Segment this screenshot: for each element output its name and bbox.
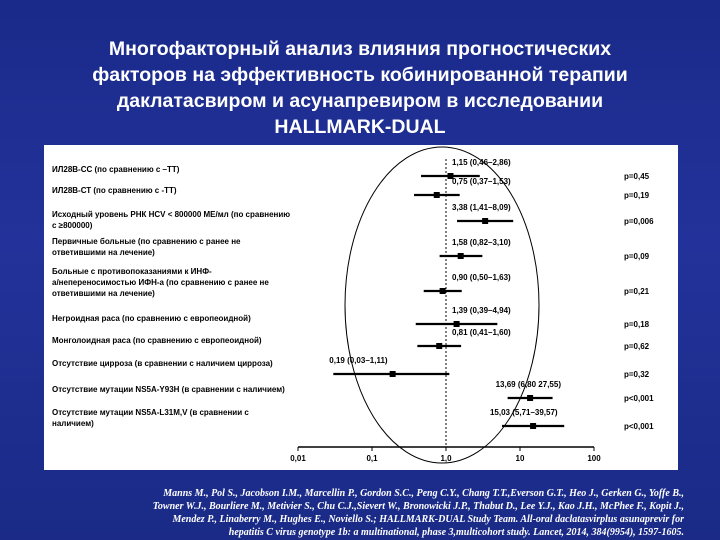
row-4-point <box>440 288 446 294</box>
row-6-estimate-label: 0,81 (0,41–1,60) <box>452 328 511 337</box>
citation-line-4: hepatitis C virus genotype 1b: a multinational, phase 3,multicohort study. Lancet, 2014, 384(9954), 1597-1605. <box>228 527 684 538</box>
citation-line-3: Mendez P., Linaberry M., Hughes E., Noviello S.; HALLMARK-DUAL Study Team. All-oral daclatasvirplus asunaprevir for <box>172 514 684 525</box>
row-4-p-value: p=0,21 <box>624 287 650 296</box>
row-9-point <box>530 423 536 429</box>
row-7-p-value: p=0,32 <box>624 370 650 379</box>
row-3-label-line-1: ответившими на лечение) <box>52 248 155 257</box>
x-tick-label-2: 1,0 <box>440 454 452 463</box>
citation <box>72 487 684 539</box>
row-9-p-value: p<0,001 <box>624 422 654 431</box>
row-0-label-line-0: ИЛ28В-СС (по сравнению с –ТТ) <box>52 165 180 174</box>
row-2-point <box>482 218 488 224</box>
row-9-label-line-0: Отсутствие мутации NS5A-L31M,V (в сравнении с <box>52 408 249 417</box>
citation-line-2: Towner W.J., Bourliere M., Metivier S., Chu C.J.,Sievert W., Bronowicki J.P., Thabut D., Lee Y.J., Kao J.H., McPhee F., Kopit J., <box>152 501 684 512</box>
row-8-p-value: p<0,001 <box>624 394 654 403</box>
slide-title <box>20 36 700 140</box>
x-tick-label-1: 0,1 <box>366 454 378 463</box>
row-2-estimate-label: 3,38 (1,41–8,09) <box>452 203 511 212</box>
row-8-estimate-label: 13,69 (6,80 27,55) <box>495 380 561 389</box>
row-7-label-line-0: Отсутствие цирроза (в сравнении с наличием цирроза) <box>52 359 273 368</box>
row-5-estimate-label: 1,39 (0,39–4,94) <box>452 306 511 315</box>
x-tick-label-4: 100 <box>587 454 601 463</box>
row-2-label-line-1: с ≥800000) <box>52 221 93 230</box>
row-6-label-line-0: Монголоидная раса (по сравнению с европеоидной) <box>52 336 262 345</box>
row-0-estimate-label: 1,15 (0,46–2,86) <box>452 158 511 167</box>
row-9-estimate-label: 15,03 (5,71–39,57) <box>489 408 558 417</box>
row-2-label-line-0: Исходный уровень РНК HCV < 800000 МЕ/мл (по сравнению <box>52 210 291 219</box>
title-line-3: даклатасвиром и асунапревиром в исследовании <box>116 90 604 112</box>
row-8-label-line-0: Отсутствие мутации NS5A-Y93H (в сравнении с наличием) <box>52 385 285 394</box>
row-8-point <box>527 395 533 401</box>
row-5-point <box>454 321 460 327</box>
row-3-estimate-label: 1,58 (0,82–3,10) <box>452 238 511 247</box>
row-3-label-line-0: Первичные больные (по сравнению с ранее не <box>52 237 241 246</box>
row-4-label-line-1: а/непереносимостью ИФН-а (по сравнению с ранее не <box>52 278 269 287</box>
row-2-p-value: p=0,006 <box>624 217 654 226</box>
row-7-estimate-label: 0,19 (0,03–1,11) <box>329 356 388 365</box>
row-1-estimate-label: 0,75 (0,37–1,53) <box>452 177 511 186</box>
row-1-point <box>434 192 440 198</box>
row-7-point <box>390 371 396 377</box>
title-line-2: факторов на эффективность кобинированной терапии <box>92 64 628 86</box>
title-line-1: Многофакторный анализ влияния прогностических <box>108 38 612 60</box>
citation-line-1: Manns M., Pol S., Jacobson I.M., Marcellin P., Gordon S.C., Peng C.Y., Chang T.T.,Everson G.T., Heo J., Gerken G., Yoffe B., <box>163 488 684 499</box>
forest-plot <box>44 145 678 470</box>
forest-plot-panel <box>44 145 678 470</box>
row-1-label-line-0: ИЛ28В-СТ (по сравнению с -ТТ) <box>52 186 177 195</box>
row-1-p-value: p=0,19 <box>624 191 650 200</box>
row-9-label-line-1: наличием) <box>52 419 94 428</box>
title-line-4: HALLMARK-DUAL <box>274 116 446 138</box>
row-4-label-line-2: ответившими на лечение) <box>52 289 155 298</box>
row-3-p-value: p=0,09 <box>624 252 650 261</box>
row-4-estimate-label: 0,90 (0,50–1,63) <box>452 273 511 282</box>
row-4-label-line-0: Больные с противопоказаниями к ИНФ- <box>52 267 212 276</box>
row-0-p-value: p=0,45 <box>624 172 650 181</box>
row-5-label-line-0: Негроидная раса (по сравнению с европеоидной) <box>52 314 251 323</box>
row-6-p-value: p=0,62 <box>624 342 650 351</box>
row-5-p-value: p=0,18 <box>624 320 650 329</box>
row-6-point <box>436 343 442 349</box>
x-tick-label-0: 0,01 <box>290 454 306 463</box>
x-tick-label-3: 10 <box>515 454 525 463</box>
row-3-point <box>458 253 464 259</box>
